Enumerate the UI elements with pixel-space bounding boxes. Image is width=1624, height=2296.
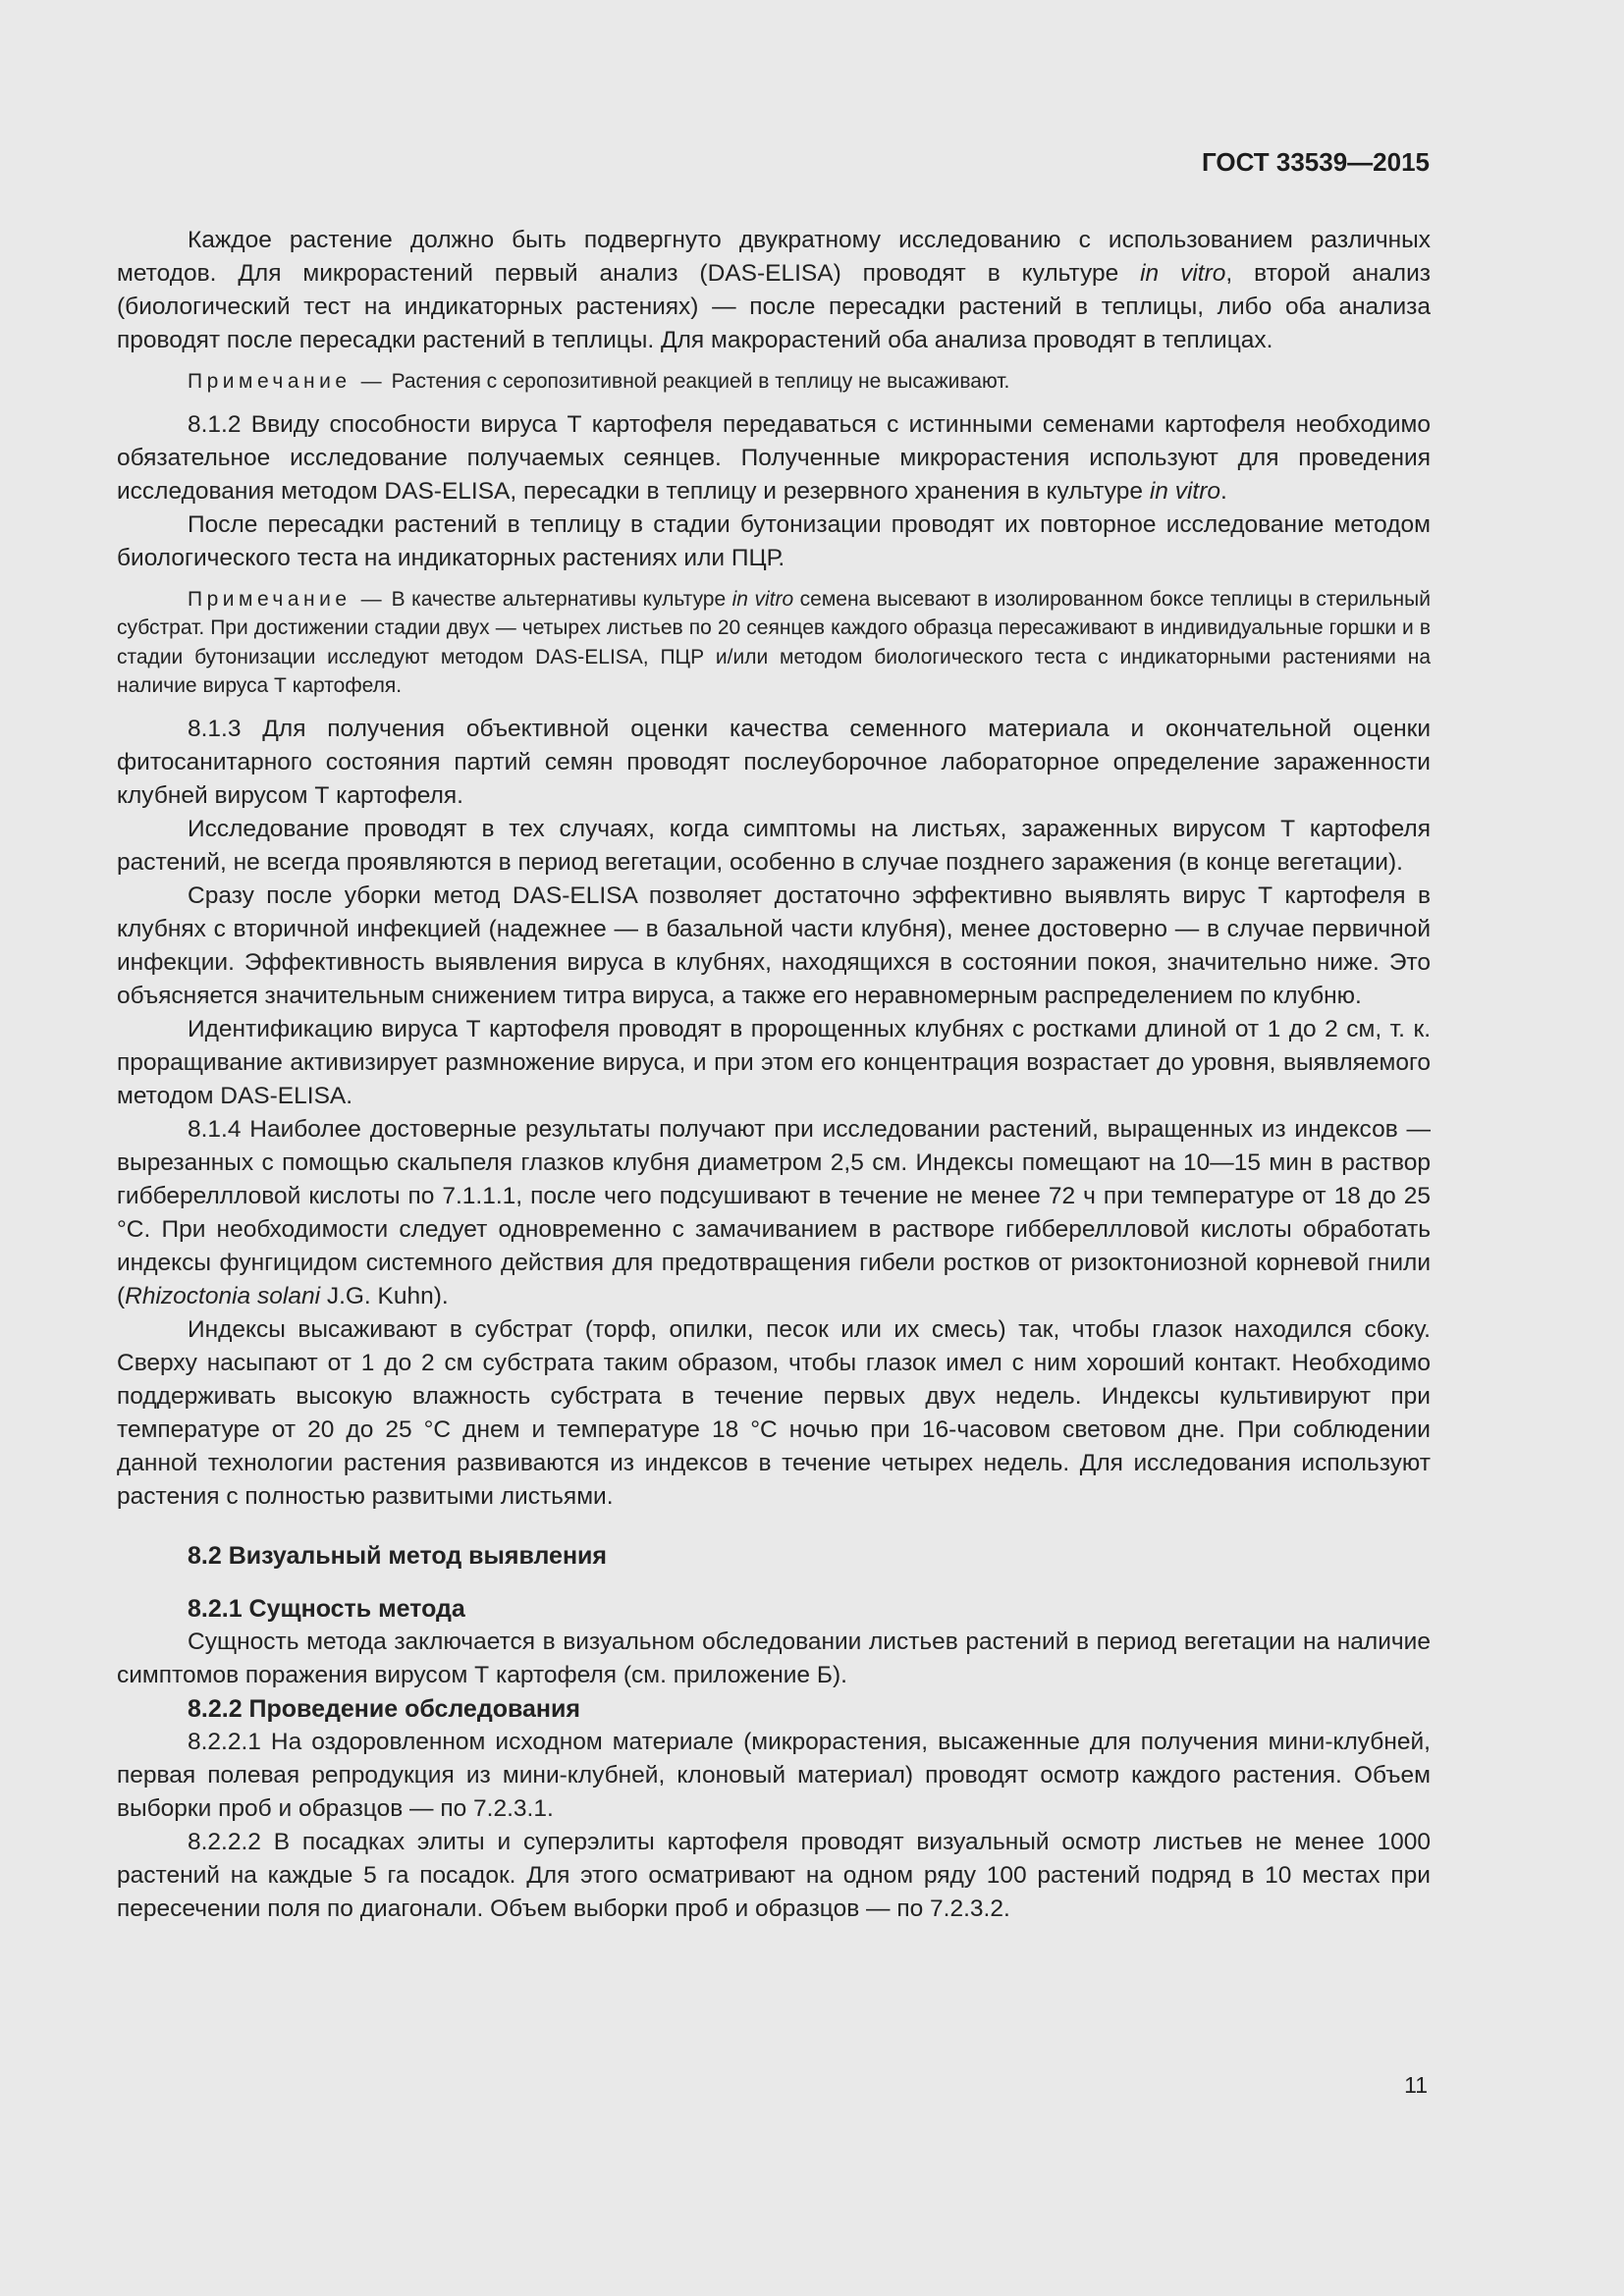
paragraph: Сущность метода заключается в визуальном обследовании листьев растений в период вегетации на наличие симптомов поражения вирусом Т картофеля (см. приложение Б). (117, 1628, 1431, 1688)
document-body (117, 224, 1431, 1926)
document-id-header: ГОСТ 33539—2015 (1202, 147, 1430, 177)
note-label: Примечание (188, 587, 352, 611)
paragraph-8-1-4: 8.1.4 Наиболее достоверные результаты получают при исследовании растений, выращенных из индексов — вырезанных с помощью скальпеля глазков клубня диаметром 2,5 см. Индексы помещают на 10—15 мин в раствор гиббереллловой кислоты по 7.1.1.1, после чего подсушивают в течение не менее 72 ч при температуре от 18 до 25 °С. При необходимости следует одновременно с замачиванием в растворе гиббереллловой кислоты обработать индексы фунгицидом системного действия для предотвращения гибели ростков от ризоктониозной корневой гнили (Rhizoctonia solani J.G. Kuhn). (117, 1115, 1431, 1309)
paragraph-8-1-3: 8.1.3 Для получения объективной оценки качества семенного материала и окончательной оценки фитосанитарного состояния партий семян проводят послеуборочное лабораторное определение зараженности клубней вирусом Т картофеля. (117, 715, 1431, 809)
paragraph: Индексы высаживают в субстрат (торф, опилки, песок или их смесь) так, чтобы глазок находился сбоку. Сверху насыпают от 1 до 2 см субстрата таким образом, чтобы глазок имел с ним хороший контакт. Необходимо поддерживать высокую влажность субстрата в течение первых двух недель. Индексы культивируют при температуре от 20 до 25 °С днем и температуре 18 °С ночью при 16-часовом световом дне. При соблюдении данной технологии растения развиваются из индексов в течение четырех недель. Для исследования используют растения с полностью развитыми листьями. (117, 1315, 1431, 1510)
section-heading-8-2-1: 8.2.1 Сущность метода (188, 1594, 465, 1623)
paragraph-8-2-2-2: 8.2.2.2 В посадках элиты и суперэлиты картофеля проводят визуальный осмотр листьев не менее 1000 растений на каждые 5 га посадок. Для этого осматривают на одном ряду 100 растений подряд в 10 местах при пересечении поля по диагонали. Объем выборки проб и образцов — по 7.2.3.2. (117, 1828, 1431, 1922)
paragraph-8-1-2: 8.1.2 Ввиду способности вируса Т картофеля передаваться с истинными семенами картофеля необходимо обязательное исследование получаемых сеянцев. Полученные микрорастения используют для проведения исследования методом DAS-ELISA, пересадки в теплицу и резервного хранения в культуре in vitro. (117, 410, 1431, 505)
paragraph: Исследование проводят в тех случаях, когда симптомы на листьях, зараженных вирусом Т картофеля растений, не всегда проявляются в период вегетации, особенно в случае позднего заражения (в конце вегетации). (117, 815, 1431, 876)
page-number: 11 (1404, 2072, 1428, 2098)
section-heading-8-2-2: 8.2.2 Проведение обследования (188, 1694, 580, 1723)
paragraph: Каждое растение должно быть подвергнуто двукратному исследованию с использованием различных методов. Для микрорастений первый анализ (DAS-ELISA) проводят в культуре in vitro, второй анализ (биологический тест на индикаторных растениях) — после пересадки растений в теплицы, либо оба анализа проводят после пересадки растений в теплицы. Для макрорастений оба анализа проводят в теплицах. (117, 227, 1431, 353)
note: Примечание — Растения с серопозитивной реакцией в теплицу не высаживают. (188, 370, 1010, 393)
paragraph: Идентификацию вируса Т картофеля проводят в пророщенных клубнях с ростками длиной от 1 до 2 см, т. к. проращивание активизирует размножение вируса, и при этом его концентрация возрастает до уровня, выявляемого методом DAS-ELISA. (117, 1015, 1431, 1109)
section-heading-8-2: 8.2 Визуальный метод выявления (188, 1541, 608, 1570)
paragraph: После пересадки растений в теплицу в стадии бутонизации проводят их повторное исследование методом биологического теста на индикаторных растениях или ПЦР. (117, 510, 1431, 571)
paragraph-8-2-2-1: 8.2.2.1 На оздоровленном исходном материале (микрорастения, высаженные для получения мини-клубней, первая полевая репродукция из мини-клубней, клоновый материал) проводят осмотр каждого растения. Объем выборки проб и образцов — по 7.2.3.1. (117, 1728, 1431, 1822)
note: Примечание — В качестве альтернативы культуре in vitro семена высевают в изолированном боксе теплицы в стерильный субстрат. При достижении стадии двух — четырех листьев по 20 сеянцев каждого образца пересаживают в индивидуальные горшки и в стадии бутонизации исследуют методом DAS-ELISA, ПЦР и/или методом биологического теста с индикаторными растениями на наличие вируса Т картофеля. (117, 587, 1431, 697)
paragraph: Сразу после уборки метод DAS-ELISA позволяет достаточно эффективно выявлять вирус Т картофеля в клубнях с вторичной инфекцией (надежнее — в базальной части клубня), менее достоверно — в случае первичной инфекции. Эффективность выявления вируса в клубнях, находящихся в состоянии покоя, значительно ниже. Это объясняется значительным снижением титра вируса, а также его неравномерным распределением по клубню. (117, 881, 1431, 1009)
note-label: Примечание (188, 370, 352, 393)
